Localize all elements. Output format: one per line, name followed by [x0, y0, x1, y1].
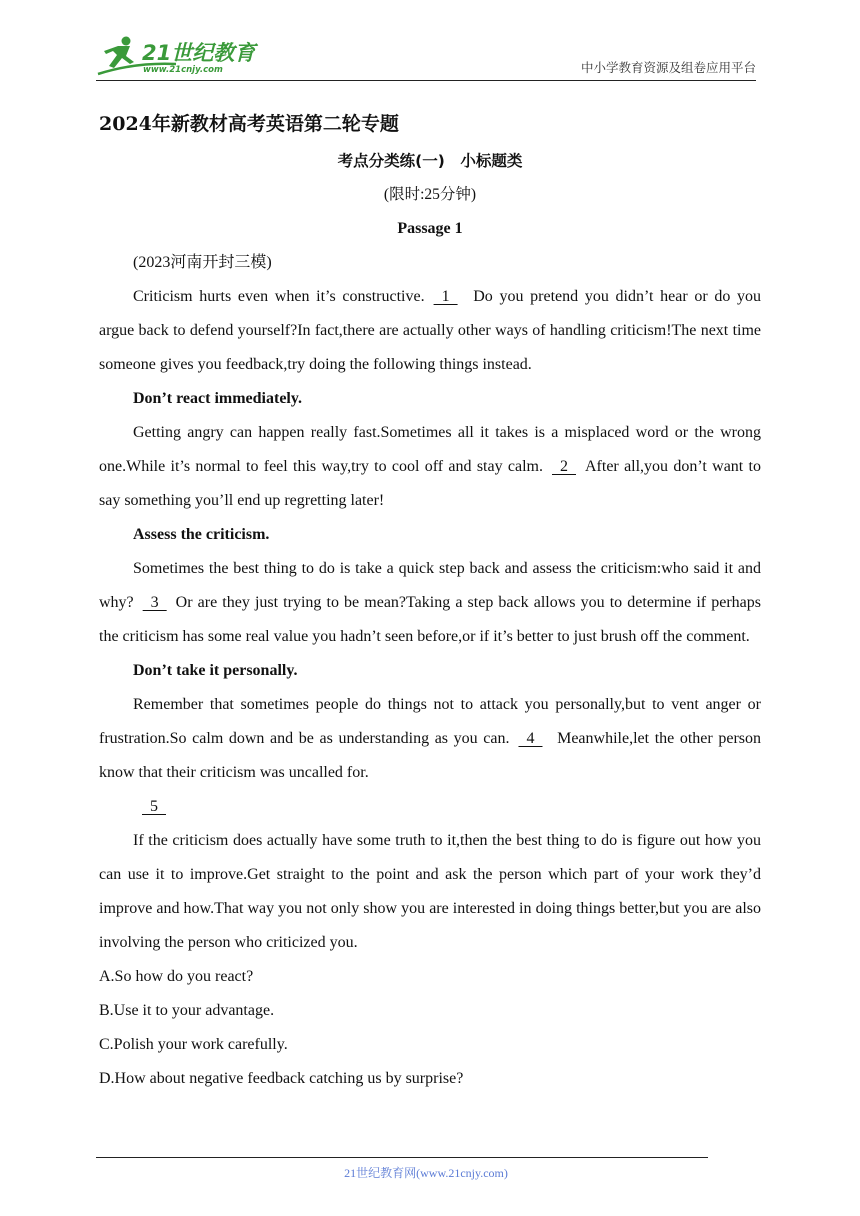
header-platform-text: 中小学教育资源及组卷应用平台: [580, 60, 756, 75]
paragraph-text: Sometimes the best thing to do is take a quick step back and assess the criticism:who said it and why?: [99, 560, 761, 611]
subheading-1: Don’t react immediately.: [133, 390, 302, 407]
option-b: B.Use it to your advantage.: [99, 1002, 275, 1019]
site-logo[interactable]: [96, 34, 266, 78]
footer-divider: [96, 1157, 708, 1158]
paragraph-text: Getting angry can happen really fast.Sometimes all it takes is a misplaced word or the wrong one.While it’s normal to feel this way,try to cool off and stay calm.: [99, 424, 761, 475]
time-limit: (限时:25分钟): [383, 186, 477, 203]
blank-3: 3: [142, 594, 167, 611]
document-title: 2024年新教材高考英语第二轮专题: [99, 113, 399, 135]
option-a: A.So how do you react?: [99, 968, 254, 985]
blank-1: 1: [433, 288, 458, 305]
section-title: 考点分类练(一) 小标题类: [337, 152, 523, 170]
option-c: C.Polish your work carefully.: [99, 1036, 288, 1053]
paragraph-text: Meanwhile,let the other person know that their criticism was uncalled for.: [99, 730, 762, 781]
page-header: [96, 34, 756, 81]
paragraph-2: [99, 416, 761, 518]
blank-4: 4: [518, 730, 543, 747]
paragraph-5: If the criticism does actually have some truth to it,then the best thing to do is figure out how you can use it to improve.Get straight to the point and ask the person which part of your work they’d improve and how.That way you not only show you are interested in doing things better,but you are also involving the person who criticized you.: [99, 832, 761, 951]
runner-logo-icon: [96, 34, 266, 78]
paragraph-4: [99, 688, 761, 790]
subheading-4-blank-row: [99, 790, 761, 824]
blank-5: 5: [142, 798, 166, 815]
paragraph-text: Do you pretend you didn’t hear or do you argue back to defend yourself?In fact,there are actually other ways of handling criticism!The next time someone gives you feedback,try doing the following things instead.: [99, 288, 762, 373]
footer-link[interactable]: 21世纪教育网(www.21cnjy.com): [344, 1166, 508, 1180]
logo-url: www.21cnjy.com: [143, 65, 223, 75]
paragraph-text: After all,you don’t want to say something you’ll end up regretting later!: [99, 458, 761, 509]
subheading-2: Assess the criticism.: [133, 526, 270, 543]
blank-2: 2: [552, 458, 576, 475]
document-body: [99, 104, 761, 1096]
paragraph-text: Or are they just trying to be mean?Taking a step back allows you to determine if perhaps the criticism has some real value you hadn’t seen before,or if it’s better to just brush off the comment.: [99, 594, 761, 645]
passage-title: Passage 1: [397, 220, 463, 237]
paragraph-text: Criticism hurts even when it’s constructive.: [133, 288, 425, 305]
paragraph-3: [99, 552, 761, 654]
subheading-3: Don’t take it personally.: [133, 662, 298, 679]
paragraph-text: Remember that sometimes people do things not to attack you personally,but to vent anger or frustration.So calm down and be as understanding as you can.: [99, 696, 761, 747]
source-note: (2023河南开封三模): [133, 254, 272, 271]
logo-text: 21世纪教育: [142, 41, 256, 65]
option-d: D.How about negative feedback catching us by surprise?: [99, 1070, 464, 1087]
paragraph-1: [99, 280, 761, 382]
